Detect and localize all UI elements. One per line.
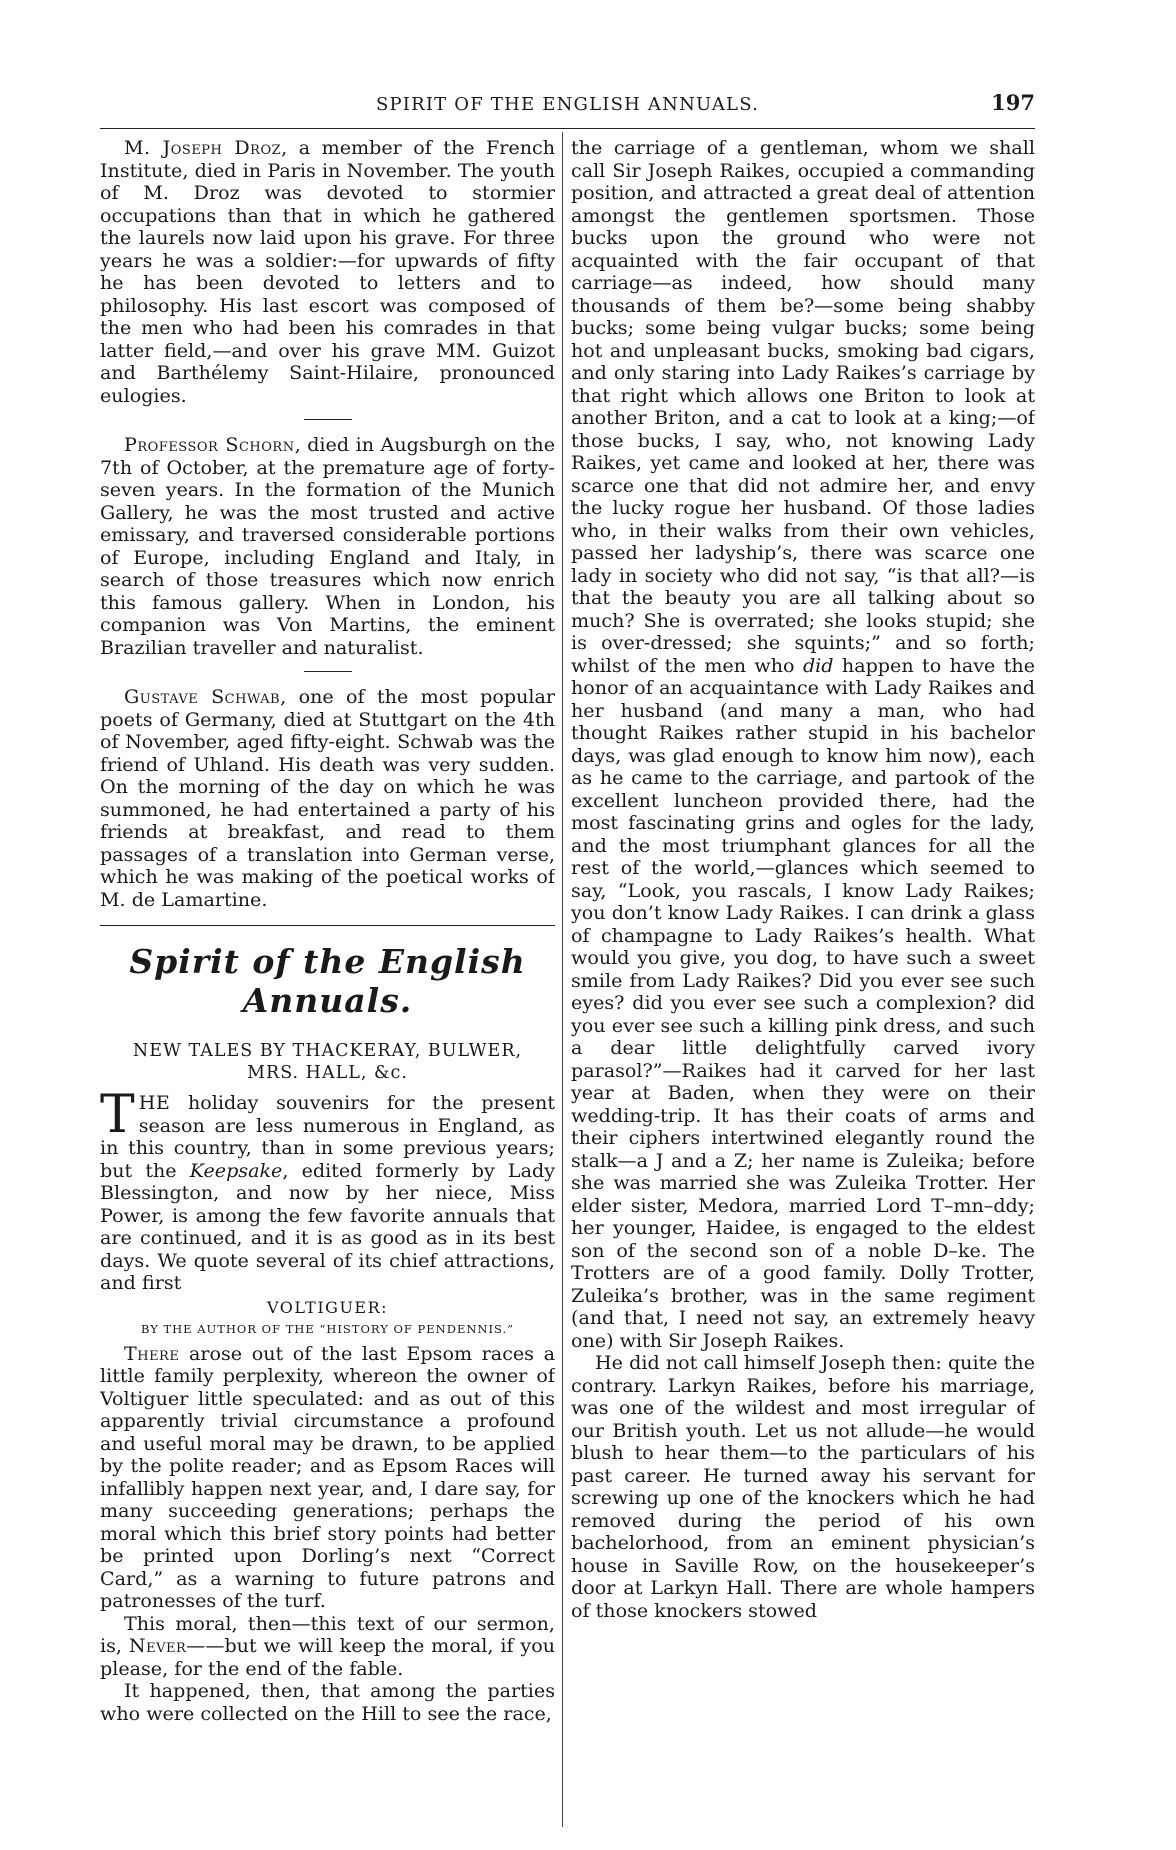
- obituary-schorn: [100, 434, 555, 659]
- page-number: 197: [991, 90, 1035, 115]
- keepsake-title: Keepsake: [189, 1158, 283, 1182]
- obituary-name: M. Joseph Droz: [124, 137, 282, 159]
- story-paragraph-2: [100, 1613, 555, 1681]
- obituary-schwab: [100, 686, 555, 911]
- running-head: [100, 90, 1035, 124]
- never-word: Never: [128, 1634, 187, 1657]
- short-divider: [304, 419, 352, 420]
- subheading-line-2: MRS. HALL, &c.: [247, 1063, 408, 1083]
- story-continuation-paragraph: [571, 137, 1035, 1352]
- story-text-b: happen to have the honor of an acquaintance with Lady Raikes and her husband (and many a man, who had thought Raikes rather stupid in his bachelor days, was glad enough to know him now), each as he came to the carriage, and partook of the excellent luncheon provided there, had the most fascinating grins and ogles for the lady, and the most triumphant glances for all the rest of the world,—glances which seemed to say, “Look, you rascals, I know Lady Raikes; you don’t know Lady Raikes. I can drink a glass of champagne to Lady Raikes’s health. What would you give, you dog, to have such a sweet smile from Lady Raikes? Did you ever see such eyes? did you ever see such a complexion? did you ever see such a killing pink dress, and such a dear little delightfully carved ivory parasol?”—Raikes had it carved for her last year at Baden, when they were on their wedding-trip. It has their coats of arms and their ciphers intertwined elegantly round the stalk—a J and a Z; her name is Zuleika; before she was married she was Zuleika Trotter. Her elder sister, Medora, married Lord T–mn–ddy; her younger, Haidee, is engaged to the eldest son of the second son of a noble D–ke. The Trotters are of a good family. Dolly Trotter, Zuleika’s brother, was in the same regiment (and that, I need not say, an extremely heavy one) with Sir Joseph Raikes.: [571, 653, 1035, 1352]
- right-column: [571, 137, 1035, 1815]
- obituary-name: Professor Schorn: [124, 433, 295, 456]
- drop-cap-continuation: HE: [138, 1091, 171, 1114]
- obituary-text: , died in Augsburgh on the 7th of October, at the premature age of forty-seven years. In the formation of the Munich Gallery, he was the most trusted and active emissary, and traversed considerable portions of Europe, including England and Italy, in search of those treasures which now enrich this famous gallery. When in London, his companion was Von Martins, the eminent Brazilian traveller and naturalist.: [100, 433, 555, 659]
- drop-cap: T: [100, 1085, 135, 1145]
- obituary-text: , a member of the French Institute, died in Paris in November. The youth of M. Droz was devoted to stormier occupations than that in which he gathered the laurels now laid upon his grave. For three years he was a soldier:—for upwards of fifty he has been devoted to letters and to philosophy. His last escort was composed of the men who had been his comrades in that latter field,—and over his grave MM. Guizot and Barthélemy Saint-Hilaire, pronounced eulogies.: [100, 137, 555, 407]
- obituary-text: , one of the most popular poets of Germany, died at Stuttgart on the 4th of November, aged fifty-eight. Schwab was the friend of Uhland. His death was very sudden. On the morning of the day on which he was summoned, he had entertained a party of his friends at breakfast, and read to them passages of a translation into German verse, which he was making of the poetical works of M. de Lamartine.: [100, 685, 555, 911]
- byline: BY THE AUTHOR OF THE “HISTORY OF PENDENNIS.”: [140, 1321, 515, 1336]
- story-paragraph-1: [100, 1343, 555, 1613]
- story-text-a: the carriage of a gentleman, whom we shall call Sir Joseph Raikes, occupied a commanding position, and attracted a great deal of attention amongst the gentlemen sportsmen. Those bucks upon the ground who were not acquainted with the fair occupant of that carriage—as indeed, how should many thousands of them be?—some being shabby bucks; some being vulgar bucks; some being hot and unpleasant bucks, smoking bad cigars, and only staring into Lady Raikes’s carriage by that right which allows one Briton to look at another Briton, and a cat to look at a king;—of those bucks, I say, who, not knowing Lady Raikes, yet came and looked at her, there was scarce one that did not admire her, and envy the lucky rogue her husband. Of those ladies who, in their walks from their own vehicles, passed her ladyship’s, there was scarce one lady in society who did not say, “is that all?—is that the beauty you are all talking about so much? She is overrated; she looks stupid; she is over-dressed; she squints;” and so forth; whilst of the men who: [571, 137, 1035, 677]
- short-divider: [304, 671, 352, 672]
- story-text: arose out of the last Epsom races a little family perplexity, whereon the owner of Voltiguer little speculated: and as out of this apparently trivial circumstance a profound and useful moral may be drawn, to be applied by the polite reader; and as Epsom Races will infallibly happen next year, and, I dare say, for many succeeding generations; perhaps the moral which this brief story points had better be printed upon Dorling’s next “Correct Card,” as a warning to future patrons and patronesses of the turf.: [100, 1341, 555, 1612]
- intro-paragraph: [100, 1085, 555, 1295]
- story-text-b: ——but we will keep the moral, if you please, for the end of the fable.: [100, 1634, 555, 1680]
- story-lead-word: There: [124, 1341, 180, 1365]
- header-rule: [100, 128, 1035, 129]
- running-title: SPIRIT OF THE ENGLISH ANNUALS.: [375, 94, 760, 115]
- story-paragraph-3: It happened, then, that among the parties who were collected on the Hill to see the race,: [100, 1679, 555, 1725]
- obituary-droz: [100, 137, 555, 407]
- italic-did: did: [802, 653, 834, 677]
- story-text-a: This moral, then—this text of our sermon, is,: [100, 1611, 555, 1657]
- column-rule: [562, 132, 563, 1827]
- obituary-name: Gustave Schwab: [124, 685, 281, 708]
- intro-text-b: , edited formerly by Lady Blessington, and now by her niece, Miss Power, is among the few favorite annuals that are continued, and it is as good as in its best days. We quote several of its chief attractions, and first: [100, 1158, 555, 1294]
- intro-text-a: holiday souvenirs for the present season are less numerous in England, as in this country, than in some previous years; but the: [100, 1091, 555, 1182]
- story-paragraph-raikes: He did not call himself Joseph then: quite the contrary. Larkyn Raikes, before his marriage, was one of the wildest and most irregular of our British youth. Let us not allude—he would blush to hear them—to the particulars of his past career. He turned away his servant for screwing up one of the knockers which he had removed during the period of his own bachelorhood, from an eminent physician’s house in Saville Row, on the housekeeper’s door at Larkyn Hall. There are whole hampers of those knockers stowed: [571, 1351, 1035, 1622]
- subheading-line-1: NEW TALES BY THACKERAY, BULWER,: [132, 1041, 523, 1061]
- section-divider: [100, 925, 555, 926]
- article-title: VOLTIGUER:: [266, 1297, 389, 1317]
- left-column: [100, 137, 555, 1815]
- section-title: Spirit of the English Annuals.: [129, 942, 526, 1020]
